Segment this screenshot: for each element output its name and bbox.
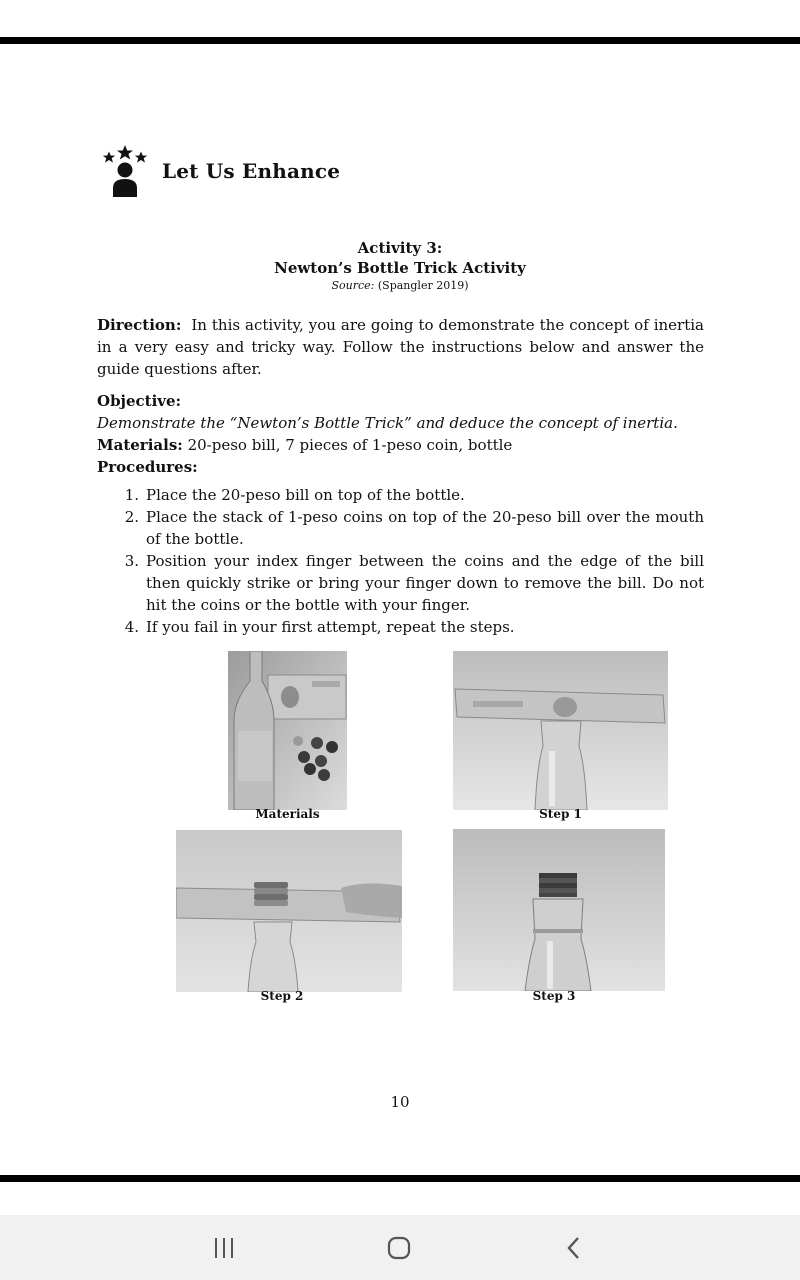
step-text: Place the stack of 1-peso coins on top of the 20-peso bill over the mouth of the bottle. [146,508,704,548]
list-item [97,550,704,616]
materials-text: 20-peso bill, 7 pieces of 1-peso coin, bottle [187,436,513,454]
materials-photo [228,651,347,810]
materials-label: Materials: [97,436,183,454]
page-number: 10 [390,1093,410,1111]
back-button[interactable] [534,1215,614,1280]
step1-photo [453,651,668,810]
person-stars-icon [100,143,152,199]
step-number: 4. [124,618,139,636]
direction-paragraph [97,314,704,380]
bottom-rule [0,1175,800,1182]
top-rule [0,37,800,44]
step2-photo [176,830,402,992]
step-number: 1. [124,486,139,504]
materials-line [97,434,704,456]
activity-title: Newton’s Bottle Trick Activity [274,259,526,277]
caption-step1: Step 1 [539,807,582,821]
caption-step2: Step 2 [260,989,304,1003]
list-item [97,506,704,550]
activity-source [0,279,800,292]
system-navbar [0,1215,800,1280]
caption-materials: Materials [255,807,320,821]
back-icon [564,1235,584,1261]
home-icon [386,1235,412,1261]
source-text: (Spangler 2019) [377,279,469,292]
direction-label: Direction: [97,316,182,334]
recents-button[interactable] [184,1215,264,1280]
caption-step3: Step 3 [532,989,576,1003]
step-number: 2. [124,508,139,526]
source-label: Source: [331,279,375,292]
list-item [97,616,704,638]
step3-photo [453,829,665,991]
objective-label: Objective: [97,392,182,410]
procedure-list [97,484,704,638]
procedures-label: Procedures: [97,458,198,476]
direction-text: In this activity, you are going to demonstrate the concept of inertia in a very easy and tricky way. Follow the instructions below and answer the guide questions after. [97,316,704,378]
home-button[interactable] [359,1215,439,1280]
step-text: If you fail in your first attempt, repeat the steps. [146,618,515,636]
section-title: Let Us Enhance [162,159,341,183]
recents-icon [212,1237,236,1259]
objective-text: Demonstrate the “Newton’s Bottle Trick” and deduce the concept of inertia. [97,414,678,432]
section-header [100,143,340,199]
step-text: Place the 20-peso bill on top of the bottle. [146,486,465,504]
step-number: 3. [124,552,139,570]
list-item [97,484,704,506]
step-text: Position your index finger between the coins and the edge of the bill then quickly strike or bring your finger down to remove the bill. Do not hit the coins or the bottle with your finger. [146,552,704,614]
activity-number: Activity 3: [357,239,443,257]
